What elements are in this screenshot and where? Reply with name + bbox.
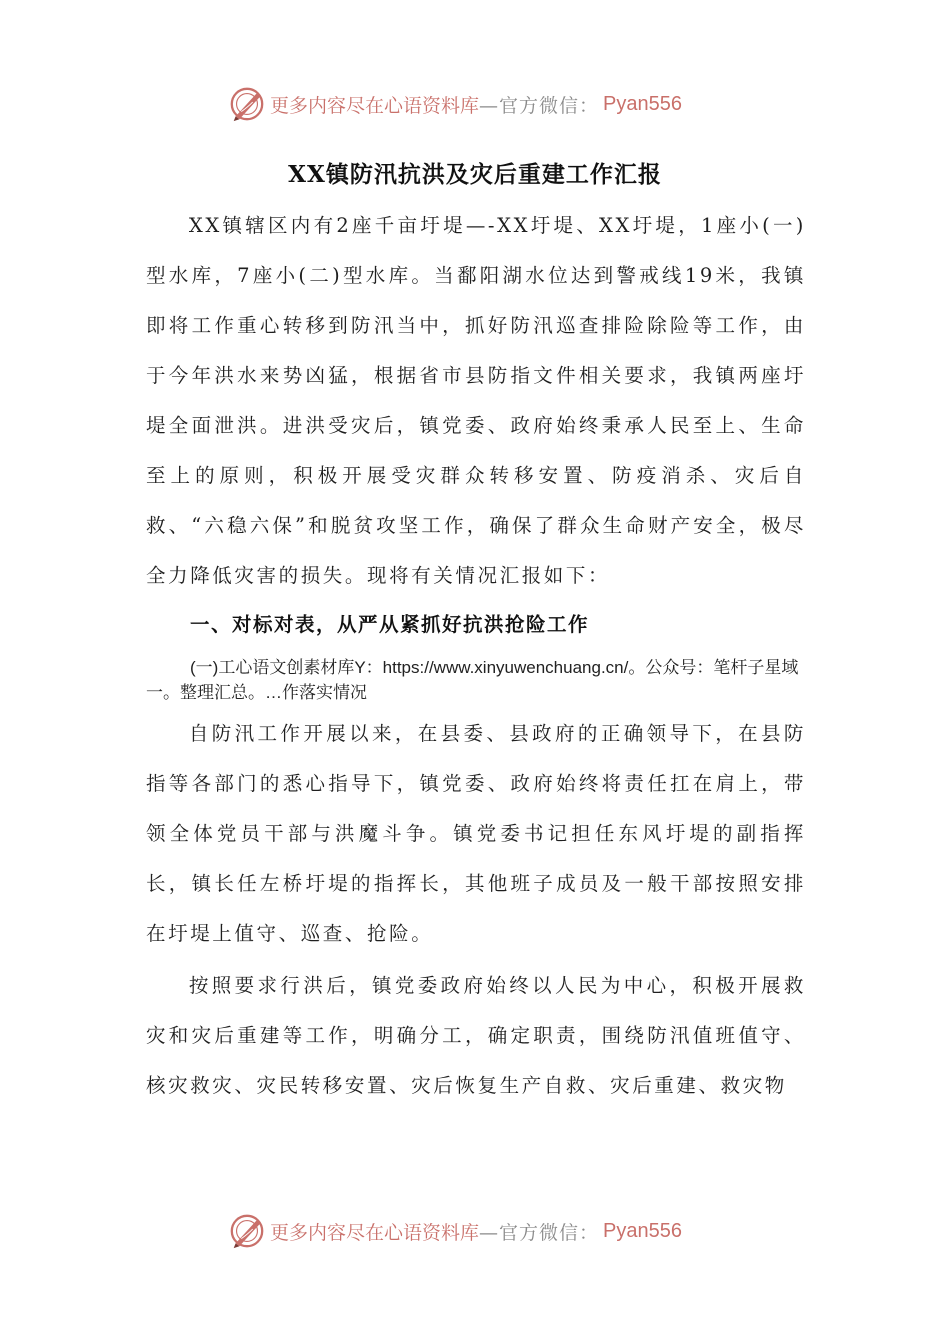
footer-brand-text: 更多内容尽在心语资料库: [270, 1221, 480, 1244]
pen-logo-icon: [228, 1212, 266, 1250]
subheading-line: (一)工心语文创素材库Y：https://www.xinyuwenchuang.cn/。公众号：笔杆子星域一。整理汇总。…作落实情况: [146, 658, 799, 702]
footer-official-text: —官方微信：: [479, 1221, 600, 1244]
banner-wechat-id: Pyan556: [603, 92, 682, 115]
paragraph-implementation: 自防汛工作开展以来，在县委、县政府的正确领导下，在县防指等各部门的悉心指导下，镇党委、政府始终将责任扛在肩上，带领全体党员干部与洪魔斗争。镇党委书记担任东风圩堤的副指挥长，镇长任左桥圩堤的指挥长，其他班子成员及一般干部按照安排在圩堤上值守、巡查、抢险。: [146, 722, 806, 945]
document-title: XX镇防汛抗洪及灾后重建工作汇报: [288, 161, 662, 188]
section-heading: 一、对标对表，从严从紧抓好抗洪抢险工作: [190, 613, 590, 636]
footer-banner: [228, 1211, 682, 1251]
banner-official-text: —官方微信：: [479, 94, 600, 117]
paragraph-intro: XX镇辖区内有2座千亩圩堤—-XX圩堤、XX圩堤，1座小(一)型水库，7座小(二)型水库。当鄱阳湖水位达到警戒线19米，我镇即将工作重心转移到防汛当中，抓好防汛巡查排险除险等工作，由于今年洪水来势凶猛，根据省市县防指文件相关要求，我镇两座圩堤全面泄洪。进洪受灾后，镇党委、政府始终秉承人民至上、生命至上的原则，积极开展受灾群众转移安置、防疫消杀、灾后自救、“六稳六保”和脱贫攻坚工作，确保了群众生命财产安全，极尽全力降低灾害的损失。现将有关情况汇报如下：: [146, 214, 806, 587]
header-banner: [228, 84, 682, 124]
banner-brand-text: 更多内容尽在心语资料库: [270, 94, 480, 117]
pen-logo-icon: [228, 85, 266, 123]
footer-wechat-id: Pyan556: [603, 1219, 682, 1242]
paragraph-relief: 按照要求行洪后，镇党委政府始终以人民为中心，积极开展救灾和灾后重建等工作，明确分工，确定职责，围绕防汛值班值守、核灾救灾、灾民转移安置、灾后恢复生产自救、灾后重建、救灾物: [146, 974, 806, 1097]
